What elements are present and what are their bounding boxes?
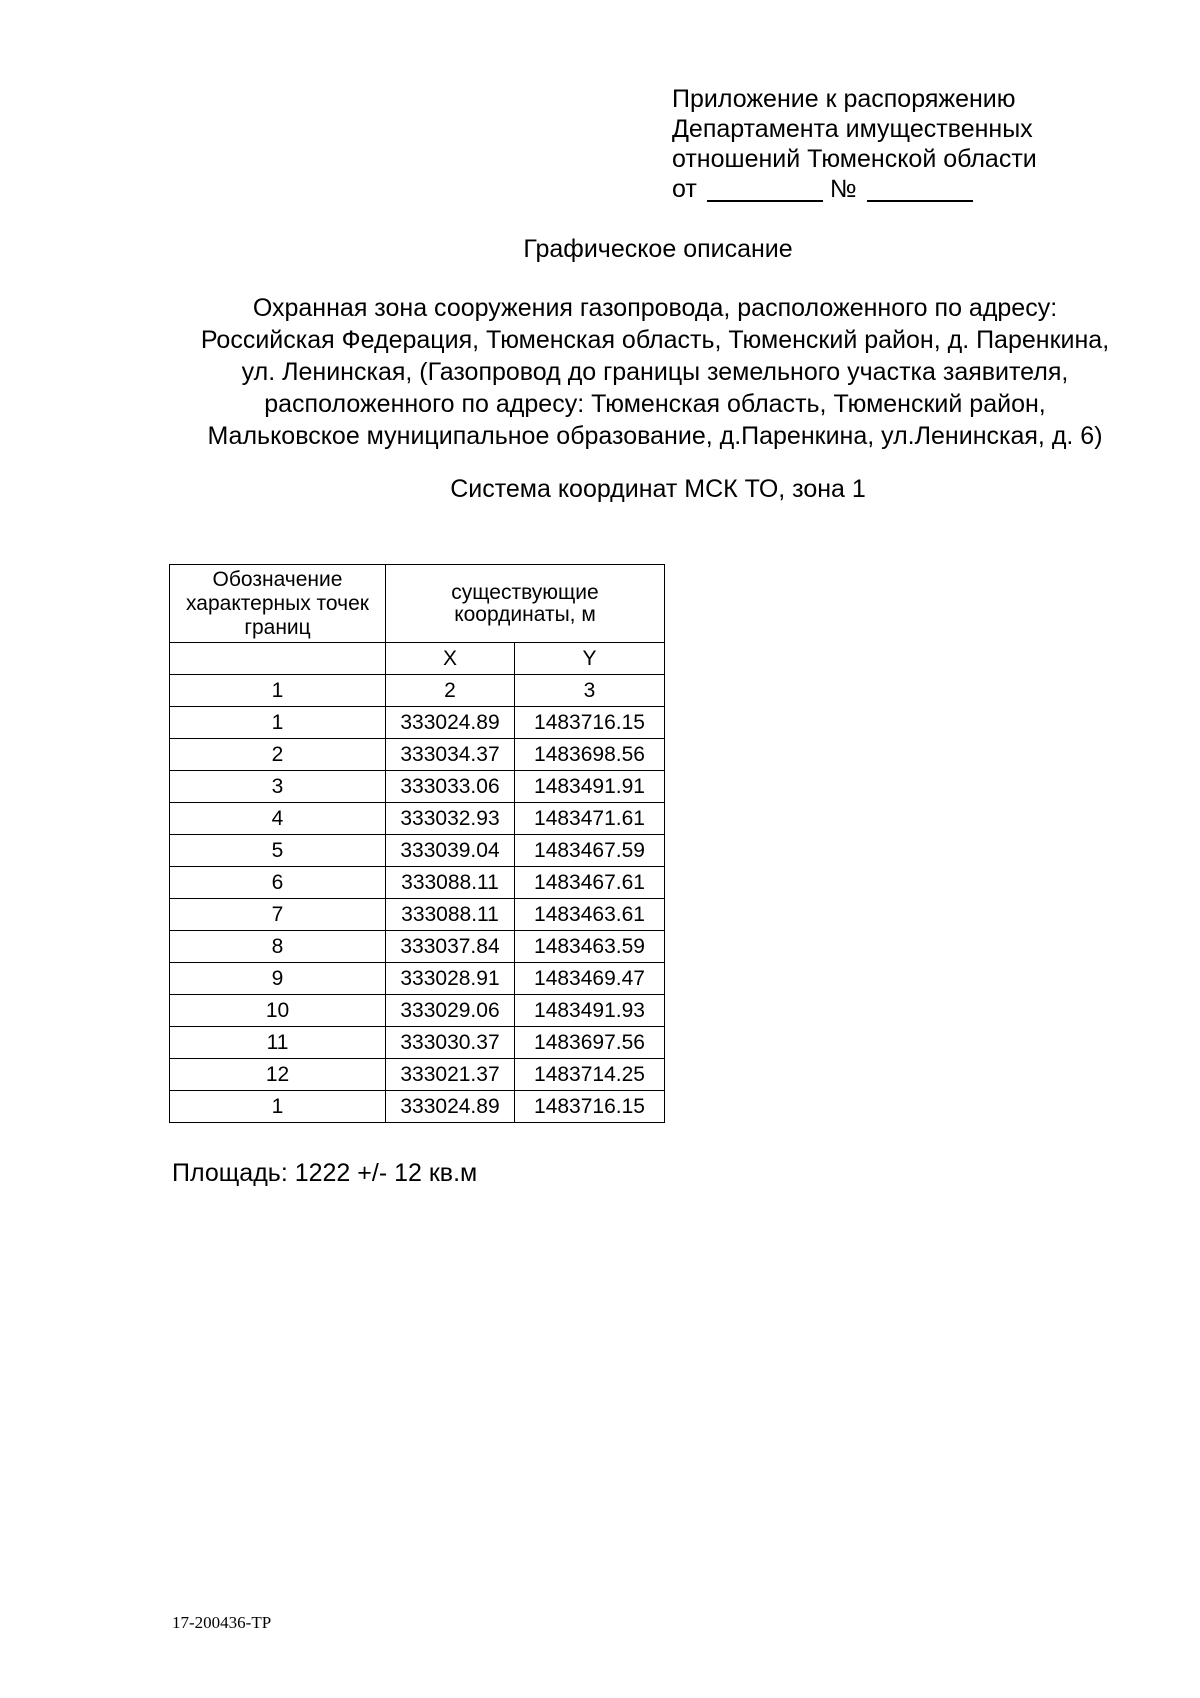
description-line: расположенного по адресу: Тюменская область, Тюменский район, (264, 390, 1046, 418)
y-coordinate-cell: 1483491.93 (515, 995, 665, 1027)
appendix-line-3: отношений Тюменской области (672, 145, 1037, 173)
header-point-line: Обозначение (212, 567, 343, 591)
column-number: 3 (515, 675, 665, 707)
header-point-line: границ (244, 615, 311, 639)
x-coordinate-cell: 333024.89 (386, 707, 515, 739)
x-coordinate-cell: 333032.93 (386, 803, 515, 835)
table-row (170, 931, 665, 963)
point-id-cell: 11 (170, 1027, 386, 1059)
column-number: 2 (386, 675, 515, 707)
y-coordinate-cell: 1483491.91 (515, 771, 665, 803)
y-coordinate-cell: 1483469.47 (515, 963, 665, 995)
coordinate-system-label: Система координат МСК ТО, зона 1 (450, 475, 866, 503)
point-id-cell: 5 (170, 835, 386, 867)
point-id-cell: 7 (170, 899, 386, 931)
description-line: Мальковское муниципальное образование, д.Паренкина, ул.Ленинская, д. 6) (207, 422, 1103, 450)
date-blank (707, 178, 823, 202)
table-row (170, 803, 665, 835)
table-row (170, 707, 665, 739)
x-coordinate-cell: 333037.84 (386, 931, 515, 963)
y-coordinate-cell: 1483467.61 (515, 867, 665, 899)
number-blank (867, 178, 973, 202)
x-coordinate-cell: 333039.04 (386, 835, 515, 867)
x-coordinate-cell: 333024.89 (386, 1091, 515, 1123)
y-coordinate-cell: 1483714.25 (515, 1059, 665, 1091)
date-prefix: от (672, 175, 697, 203)
column-number: 1 (170, 675, 386, 707)
appendix-line-2: Департамента имущественных (672, 115, 1033, 143)
point-id-cell: 9 (170, 963, 386, 995)
point-id-cell: 6 (170, 867, 386, 899)
table-row (170, 739, 665, 771)
x-coordinate-cell: 333030.37 (386, 1027, 515, 1059)
y-coordinate-cell: 1483697.56 (515, 1027, 665, 1059)
table-row (170, 1091, 665, 1123)
point-id-cell: 3 (170, 771, 386, 803)
x-coordinate-cell: 333021.37 (386, 1059, 515, 1091)
point-id-cell: 8 (170, 931, 386, 963)
y-coordinate-cell: 1483471.61 (515, 803, 665, 835)
y-coordinate-cell: 1483698.56 (515, 739, 665, 771)
y-coordinate-cell: 1483463.59 (515, 931, 665, 963)
point-id-cell: 2 (170, 739, 386, 771)
table-row (170, 771, 665, 803)
x-coordinate-cell: 333034.37 (386, 739, 515, 771)
table-axis-row (170, 643, 665, 675)
x-coordinate-cell: 333028.91 (386, 963, 515, 995)
table-header-row (170, 565, 665, 643)
header-coords-line: координаты, м (454, 602, 596, 626)
table-row (170, 963, 665, 995)
point-id-cell: 12 (170, 1059, 386, 1091)
description-line: ул. Ленинская, (Газопровод до границы земельного участка заявителя, (241, 358, 1069, 386)
table-column-number-row (170, 675, 665, 707)
table-row (170, 1027, 665, 1059)
y-coordinate-cell: 1483716.15 (515, 707, 665, 739)
y-coordinate-cell: 1483467.59 (515, 835, 665, 867)
header-coords-line: существующие (451, 580, 599, 604)
x-coordinate-cell: 333029.06 (386, 995, 515, 1027)
point-id-cell: 1 (170, 1091, 386, 1123)
table-row (170, 995, 665, 1027)
table-row (170, 835, 665, 867)
column-y-label: Y (515, 643, 665, 675)
document-title: Графическое описание (523, 235, 793, 263)
table-row (170, 899, 665, 931)
header-point-line: характерных точек (186, 591, 369, 615)
appendix-date-line (672, 174, 1037, 204)
y-coordinate-cell: 1483716.15 (515, 1091, 665, 1123)
coordinates-table (169, 564, 665, 1123)
point-id-cell: 1 (170, 707, 386, 739)
number-sign: № (829, 175, 857, 203)
column-x-label: X (386, 643, 515, 675)
area-label: Площадь: 1222 +/- 12 кв.м (172, 1159, 478, 1187)
y-coordinate-cell: 1483463.61 (515, 899, 665, 931)
document-code: 17-200436-ТР (172, 1613, 272, 1632)
point-id-cell: 10 (170, 995, 386, 1027)
description-line: Российская Федерация, Тюменская область, Тюменский район, д. Паренкина, (200, 326, 1110, 354)
point-id-cell: 4 (170, 803, 386, 835)
x-coordinate-cell: 333088.11 (386, 899, 515, 931)
header-coords-cell (386, 565, 665, 643)
x-coordinate-cell: 333033.06 (386, 771, 515, 803)
x-coordinate-cell: 333088.11 (386, 867, 515, 899)
empty-cell (170, 643, 386, 675)
appendix-block (672, 84, 1037, 204)
table-row (170, 867, 665, 899)
table-row (170, 1059, 665, 1091)
description-block (160, 292, 1150, 452)
description-line: Охранная зона сооружения газопровода, расположенного по адресу: (252, 294, 1058, 322)
header-point-cell (170, 565, 386, 643)
appendix-line-1: Приложение к распоряжению (672, 85, 1016, 113)
